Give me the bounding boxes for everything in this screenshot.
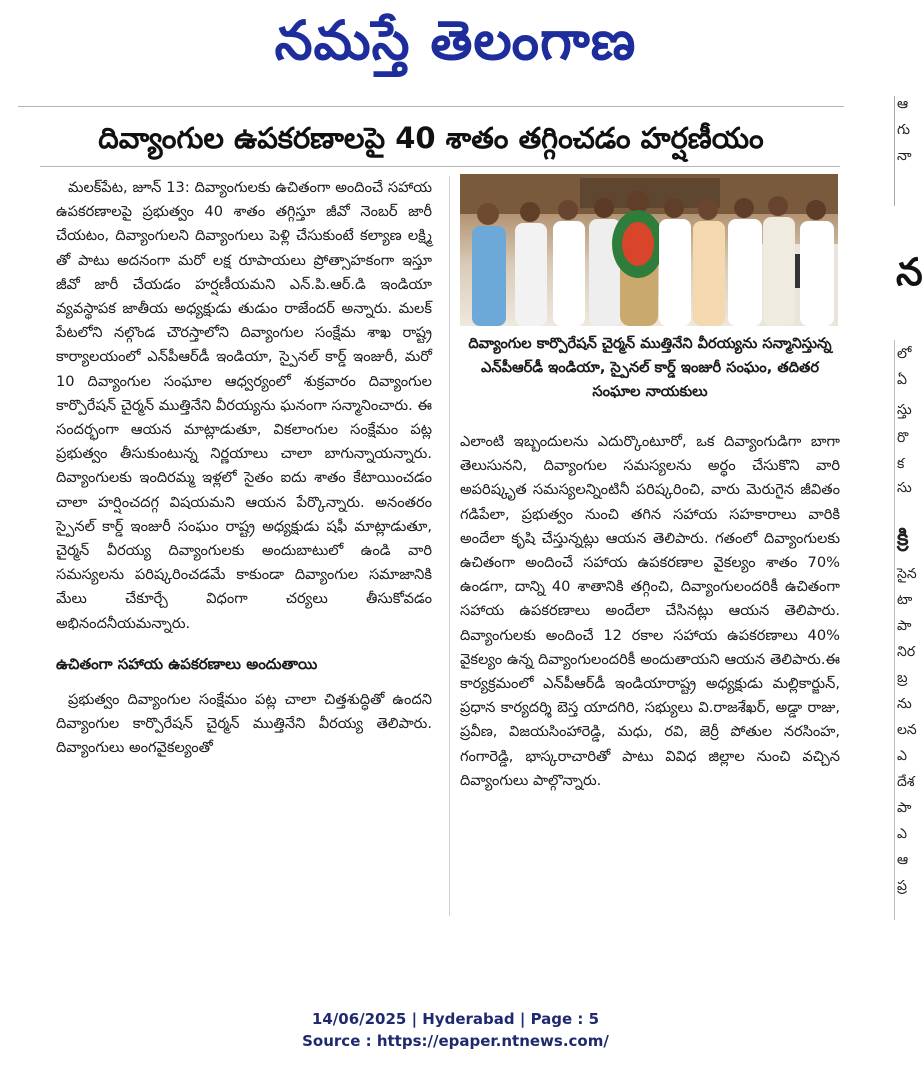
footer-source-line: Source : https://epaper.ntnews.com/ <box>302 1032 609 1050</box>
edge-fragment: ను <box>897 696 912 712</box>
edge-fragment: క <box>897 456 905 472</box>
edge-fragment: రొ <box>897 430 909 446</box>
edge-fragment: సైన <box>897 566 917 582</box>
footer-date-line: 14/06/2025 | Hyderabad | Page : 5 <box>311 1010 600 1028</box>
top-divider <box>18 106 844 107</box>
edge-big-letter: న <box>896 250 923 294</box>
edge-fragment: టా <box>897 592 913 608</box>
edge-fragment: లో <box>897 346 912 362</box>
edge-divider-lower <box>894 340 895 920</box>
headline: దివ్యాంగుల ఉపకరణాలపై 40 శాతం తగ్గించడం హర్షణీయం <box>98 121 764 155</box>
photo-people-illustration <box>460 174 838 326</box>
edge-fragment: ఎ <box>897 748 907 764</box>
article-paragraph-3: ఎలాంటి ఇబ్బందులను ఎదుర్కొంటూరో, ఒక దివ్యాంగుడిగా బాగా తెలుసునని, దివ్యాంగుల సమస్యలను అర్థం చేసుకొని వారి అపరిష్కృత సమస్యలన్నింటినీ పరిష్కరించి, వారు మెరుగైన జీవితం గడిపేలా, ప్రభుత్వం నుంచి తగిన సహాయ సహకారాలు వారికి అందేలా కృషి చేస్తున్నట్లు ఆయన తెలిపారు. గతంలో దివ్యాంగులకు ఉచితంగా అందించే సహాయ ఉపకరణాల వైకల్యం శాతం 70% ఉండగా, దాన్ని 40 శాతానికి తగ్గించి, దివ్యాంగులందరికీ ఉచితంగా సహాయ ఉపకరణాలు అందేలా చేసినట్లు ఆయన తెలిపారు. దివ్యాంగులకు అందించే 12 రకాల సహాయ ఉపకరణాలు 40% వైకల్యం ఉన్న దివ్యాంగులందరికీ అందుతాయని ఆయన తెలిపారు.ఈ కార్యక్రమంలో ఎన్‌పీఆర్‌డీ ఇండియారాష్ట్ర అధ్యక్షుడు మల్లికార్జున్, ప్రధాన కార్యదర్శి బెస్త యాదగిరి, సభ్యులు వి.రాజశేఖర్, అడ్డా రాజు, ప్రవీణ, విజయసింహారెడ్డి, మధు, రవి, జెర్రీ పోతుల నరసింహ, గంగారెడ్డి, భాస్కరాచారితో పాటు వివిధ జిల్లాల నుంచి వచ్చిన దివ్యాంగులు పాల్గొన్నారు. <box>460 433 840 789</box>
edge-fragment: నా <box>897 148 912 164</box>
edge-fragment: పా <box>897 618 912 634</box>
headline-divider <box>40 166 840 167</box>
photo-caption: దివ్యాంగుల కార్పొరేషన్ చైర్మన్ ముత్తినేని వీరయ్యను సన్మానిస్తున్న ఎన్‌పీఆర్‌డీ ఇండియా, స్పైనల్ కార్డ్ ఇంజురీ సంఘం, తదితర సంఘాల నాయకులు <box>468 335 832 400</box>
edge-fragment: క్రి <box>897 526 909 551</box>
column-divider <box>449 176 450 916</box>
edge-fragment: ఏ <box>897 372 907 388</box>
edge-fragment: ఎ <box>897 826 907 842</box>
edge-fragment: నిర <box>897 644 916 660</box>
edge-fragment: సు <box>897 480 912 496</box>
left-column <box>56 176 432 761</box>
edge-divider-top <box>894 96 895 206</box>
edge-fragment: లన <box>897 722 917 738</box>
edge-fragment: గు <box>897 122 911 138</box>
edge-fragment: ఆ <box>897 96 909 112</box>
news-photo <box>460 174 838 326</box>
edge-fragment: స్తు <box>897 402 912 418</box>
article-paragraph-2: ప్రభుత్వం దివ్యాంగుల సంక్షేమం పట్ల చాలా చిత్తశుద్ధితో ఉందని దివ్యాంగుల కార్పొరేషన్ చైర్మన్ ముత్తినేని వీరయ్య తెలిపారు. దివ్యాంగులు అంగవైకల్యంతో <box>56 691 432 757</box>
adjacent-article-edge <box>850 0 923 920</box>
edge-fragment: బ్ర <box>897 670 908 686</box>
masthead: నమస్తే తెలంగాణ <box>274 9 637 72</box>
edge-fragment: దేశ <box>897 774 915 790</box>
right-column <box>460 430 840 793</box>
edge-fragment: ప్ర <box>897 878 907 894</box>
subheading: ఉచితంగా సహాయ ఉపకరణాలు అందుతాయి <box>56 654 318 673</box>
edge-fragment: ఆ <box>897 852 909 868</box>
edge-fragment: పా <box>897 800 912 816</box>
footer <box>0 1008 911 1052</box>
article-paragraph-1: మలక్‌పేట, జూన్ 13: దివ్యాంగులకు ఉచితంగా అందించే సహాయ ఉపకరణాలపై ప్రభుత్వం 40 శాతం తగ్గిస్తూ జీవో నెంబర్ జారీ చేయటం, దివ్యాంగులని దివ్యాంగులు పెళ్లి చేసుకుంటే కల్యాణ లక్ష్మి తో పాటు అదనంగా మరో లక్ష రూపాయలు ప్రోత్సాహకంగా ఇస్తూ జీవో జారీ చేయడం హర్షణీయమని ఎన్.పి.ఆర్.డి ఇండియా వ్యవస్థాపక జాతీయ అధ్యక్షుడు తుడుం రాజేందర్ అన్నారు. మలక్ పేటలోని నల్గొండ చౌరస్తాలోని దివ్యాంగుల సంక్షేమ శాఖ రాష్ట్ర కార్యాలయంలో ఎన్‌పీఆర్‌డీ ఇండియా, స్పైనల్ కార్డ్ ఇంజురీ, మరో 10 దివ్యాంగుల సంఘాల ఆధ్వర్యంలో శుక్రవారం దివ్యాంగుల కార్పొరేషన్ చైర్మన్ ముత్తినేని వీరయ్యను ఘనంగా సన్మానించారు. ఈ సందర్భంగా ఆయన మాట్లాడుతూ, వికలాంగుల సంక్షేమం పట్ల ప్రభుత్వం తీసుకుంటున్న నిర్ణయాలు చాలా బాగున్నాయన్నారు. దివ్యాంగులకు ఇందిరమ్మ ఇళ్లలో సైతం ఐదు శాతం కేటాయించడం చాలా హర్షించదగ్గ విషయమని ఆయన పేర్కొన్నారు. అనంతరం స్పైనల్ కార్డ్ ఇంజురీ సంఘం రాష్ట్ర అధ్యక్షుడు షఫీ మాట్లాడుతూ, చైర్మన్ వీరయ్య దివ్యాంగులకు అందుబాటులో ఉండి వారి సమస్యలను పరిష్కరించడమే కాకుండా దివ్యాంగుల సమాజానికి మేలు చేకూర్చే విధంగా చర్యలు తీసుకోవడం అభినందనీయమన్నారు. <box>56 179 432 632</box>
